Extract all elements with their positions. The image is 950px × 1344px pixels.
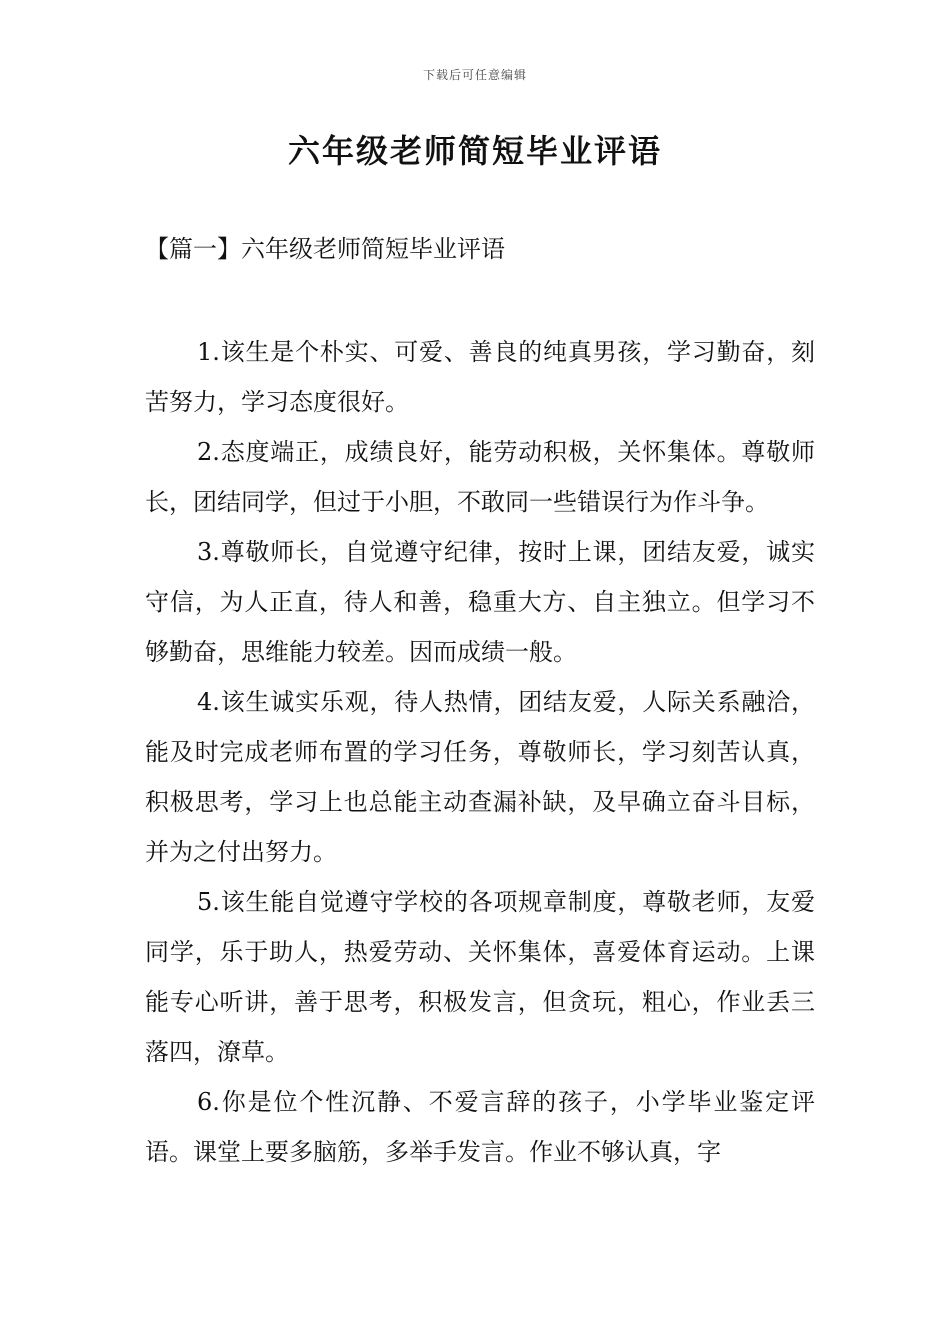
comment-paragraph-2: 2.态度端正，成绩良好，能劳动积极，关怀集体。尊敬师长，团结同学，但过于小胆，不敢同一些错误行为作斗争。 bbox=[145, 438, 815, 516]
comment-paragraph-4: 4.该生诚实乐观，待人热情，团结友爱，人际关系融洽，能及时完成老师布置的学习任务，尊敬师长，学习刻苦认真，积极思考，学习上也总能主动查漏补缺，及早确立奋斗目标，并为之付出努力。 bbox=[145, 688, 815, 866]
comment-paragraph-1: 1.该生是个朴实、可爱、善良的纯真男孩，学习勤奋，刻苦努力，学习态度很好。 bbox=[145, 338, 815, 416]
section-heading: 【篇一】六年级老师简短毕业评语 bbox=[145, 235, 505, 263]
header-note: 下载后可任意编辑 bbox=[422, 68, 527, 82]
comment-paragraph-6: 6.你是位个性沉静、不爱言辞的孩子，小学毕业鉴定评语。课堂上要多脑筋，多举手发言。作业不够认真，字 bbox=[145, 1088, 815, 1166]
document-title: 六年级老师简短毕业评语 bbox=[287, 132, 662, 170]
document-body bbox=[145, 327, 815, 1177]
comment-paragraph-3: 3.尊敬师长，自觉遵守纪律，按时上课，团结友爱，诚实守信，为人正直，待人和善，稳重大方、自主独立。但学习不够勤奋，思维能力较差。因而成绩一般。 bbox=[145, 538, 815, 666]
comment-paragraph-5: 5.该生能自觉遵守学校的各项规章制度，尊敬老师，友爱同学，乐于助人，热爱劳动、关怀集体，喜爱体育运动。上课能专心听讲，善于思考，积极发言，但贪玩，粗心，作业丢三落四，潦草。 bbox=[145, 888, 815, 1066]
